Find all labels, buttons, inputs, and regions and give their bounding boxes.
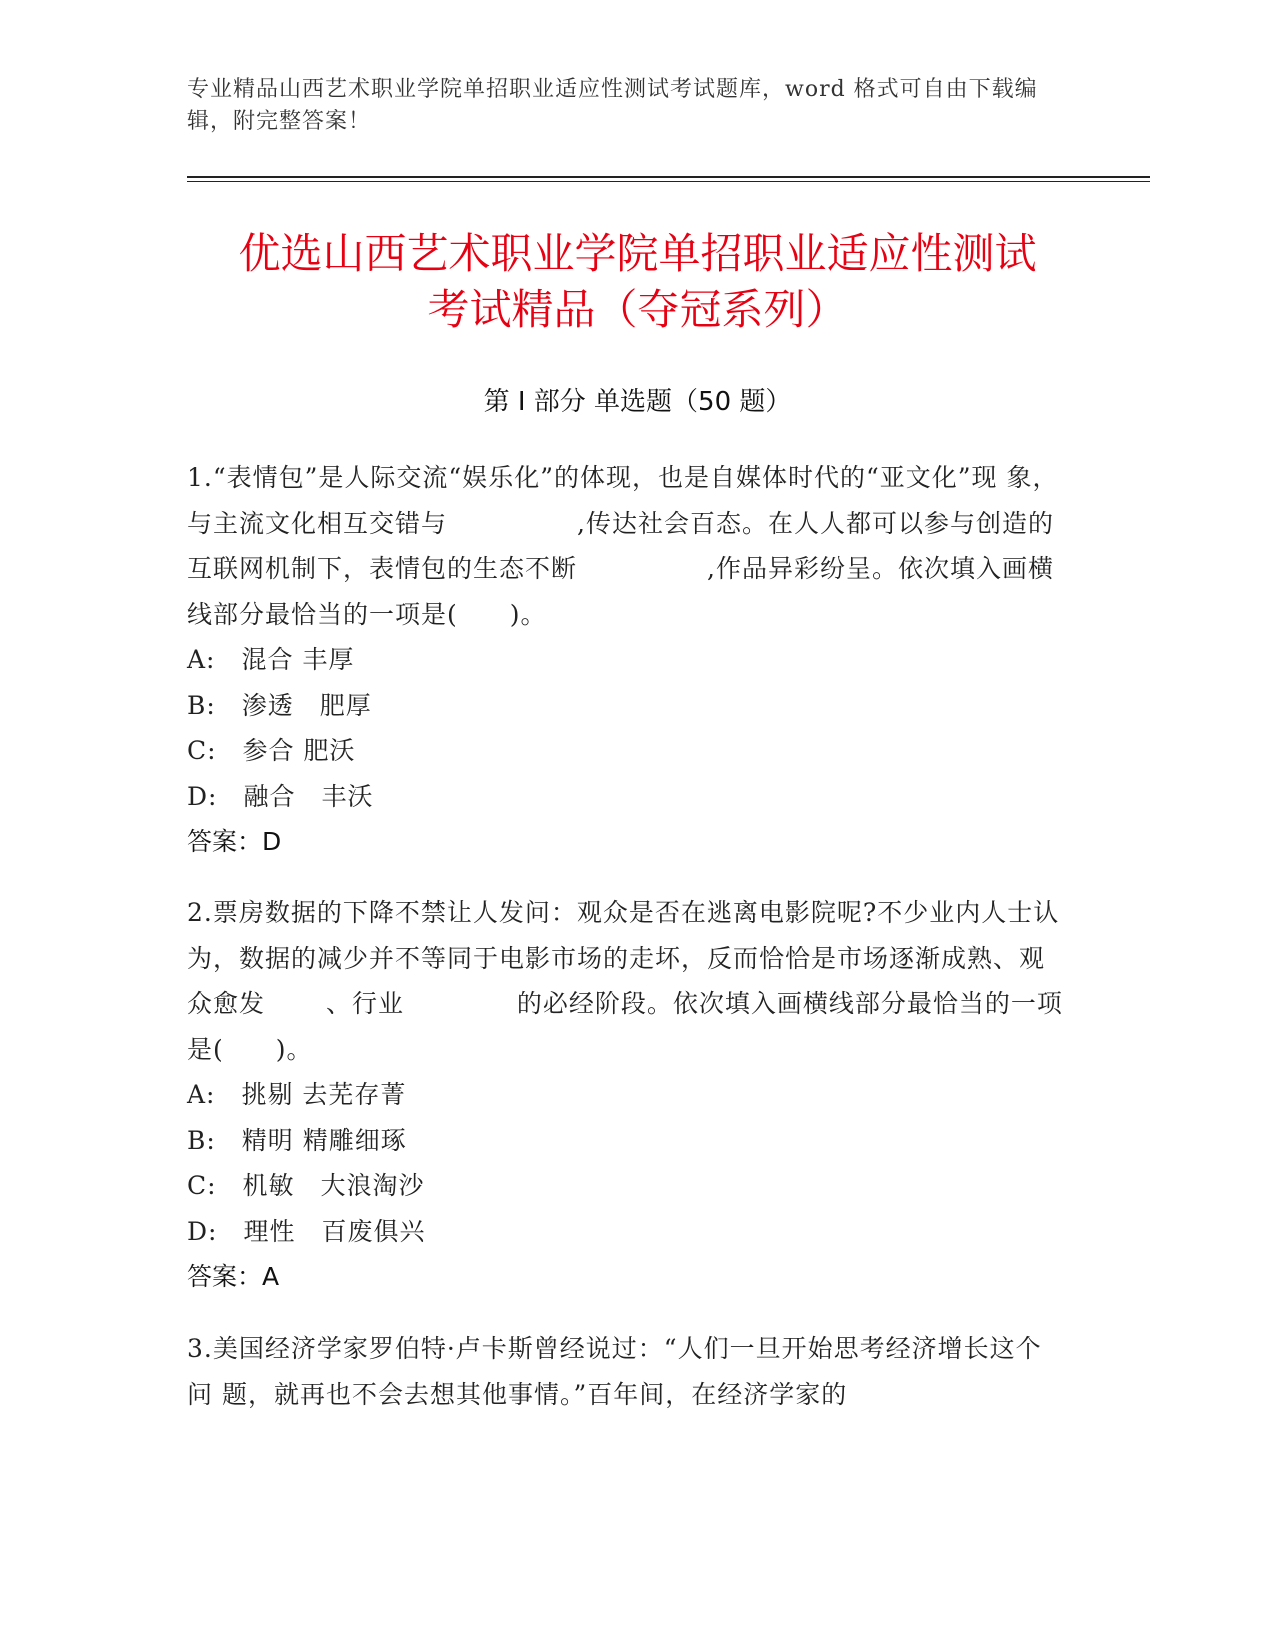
question-stem: 3.美国经济学家罗伯特·卢卡斯曾经说过：“人们一旦开始思考经济增长这个问 题，就再也不会去想其他事情。”百年间，在经济学家的 xyxy=(187,1334,1042,1409)
header-divider-thick xyxy=(187,176,1150,178)
option-d: D: 融合 丰沃 xyxy=(187,781,374,811)
option-a: A: 混合 丰厚 xyxy=(187,645,355,674)
question-stem: 2.票房数据的下降不禁让人发问：观众是否在逃离电影院呢?不少业内人士认 为，数据的减少并不等同于电影市场的走坏，反而恰恰是市场逐渐成熟、观众愈发 、行业 的必经阶段。依次填入画横线部分最恰当的一项是( )。 xyxy=(187,898,1069,1064)
document-title-line-2: 考试精品（夺冠系列） xyxy=(427,285,848,334)
document-title xyxy=(150,226,1125,338)
option-b: B: 渗透 肥厚 xyxy=(187,690,372,720)
answer-line: 答案：D xyxy=(187,827,282,856)
question-2 xyxy=(187,890,1067,1300)
question-1 xyxy=(187,455,1067,865)
option-c: C: 机敏 大浪淘沙 xyxy=(187,1171,425,1200)
option-c: C: 参合 肥沃 xyxy=(187,736,356,765)
option-b: B: 精明 精雕细琢 xyxy=(187,1125,407,1155)
header-note: 专业精品山西艺术职业学院单招职业适应性测试考试题库，word 格式可自由下载编辑，附完整答案！ xyxy=(187,77,1038,134)
document-title-line-1: 优选山西艺术职业学院单招职业适应性测试 xyxy=(238,229,1037,278)
question-stem: 1.“表情包”是人际交流“娱乐化”的体现，也是自媒体时代的“亚文化”现 象，与主流文化相互交错与 ,传达社会百态。在人人都可以参与创造的互联网机制下，表情包的生态不断 ,作品异彩纷呈。依次填入画横线部分最恰当的一项是( )。 xyxy=(187,463,1059,629)
question-3 xyxy=(187,1326,1067,1417)
section-title: 第 I 部分 单选题（50 题） xyxy=(483,387,792,417)
option-d: D: 理性 百废俱兴 xyxy=(187,1216,426,1246)
option-a: A: 挑剔 去芜存菁 xyxy=(187,1080,407,1109)
header-divider-thin xyxy=(187,181,1150,182)
answer-line: 答案：A xyxy=(187,1262,280,1291)
